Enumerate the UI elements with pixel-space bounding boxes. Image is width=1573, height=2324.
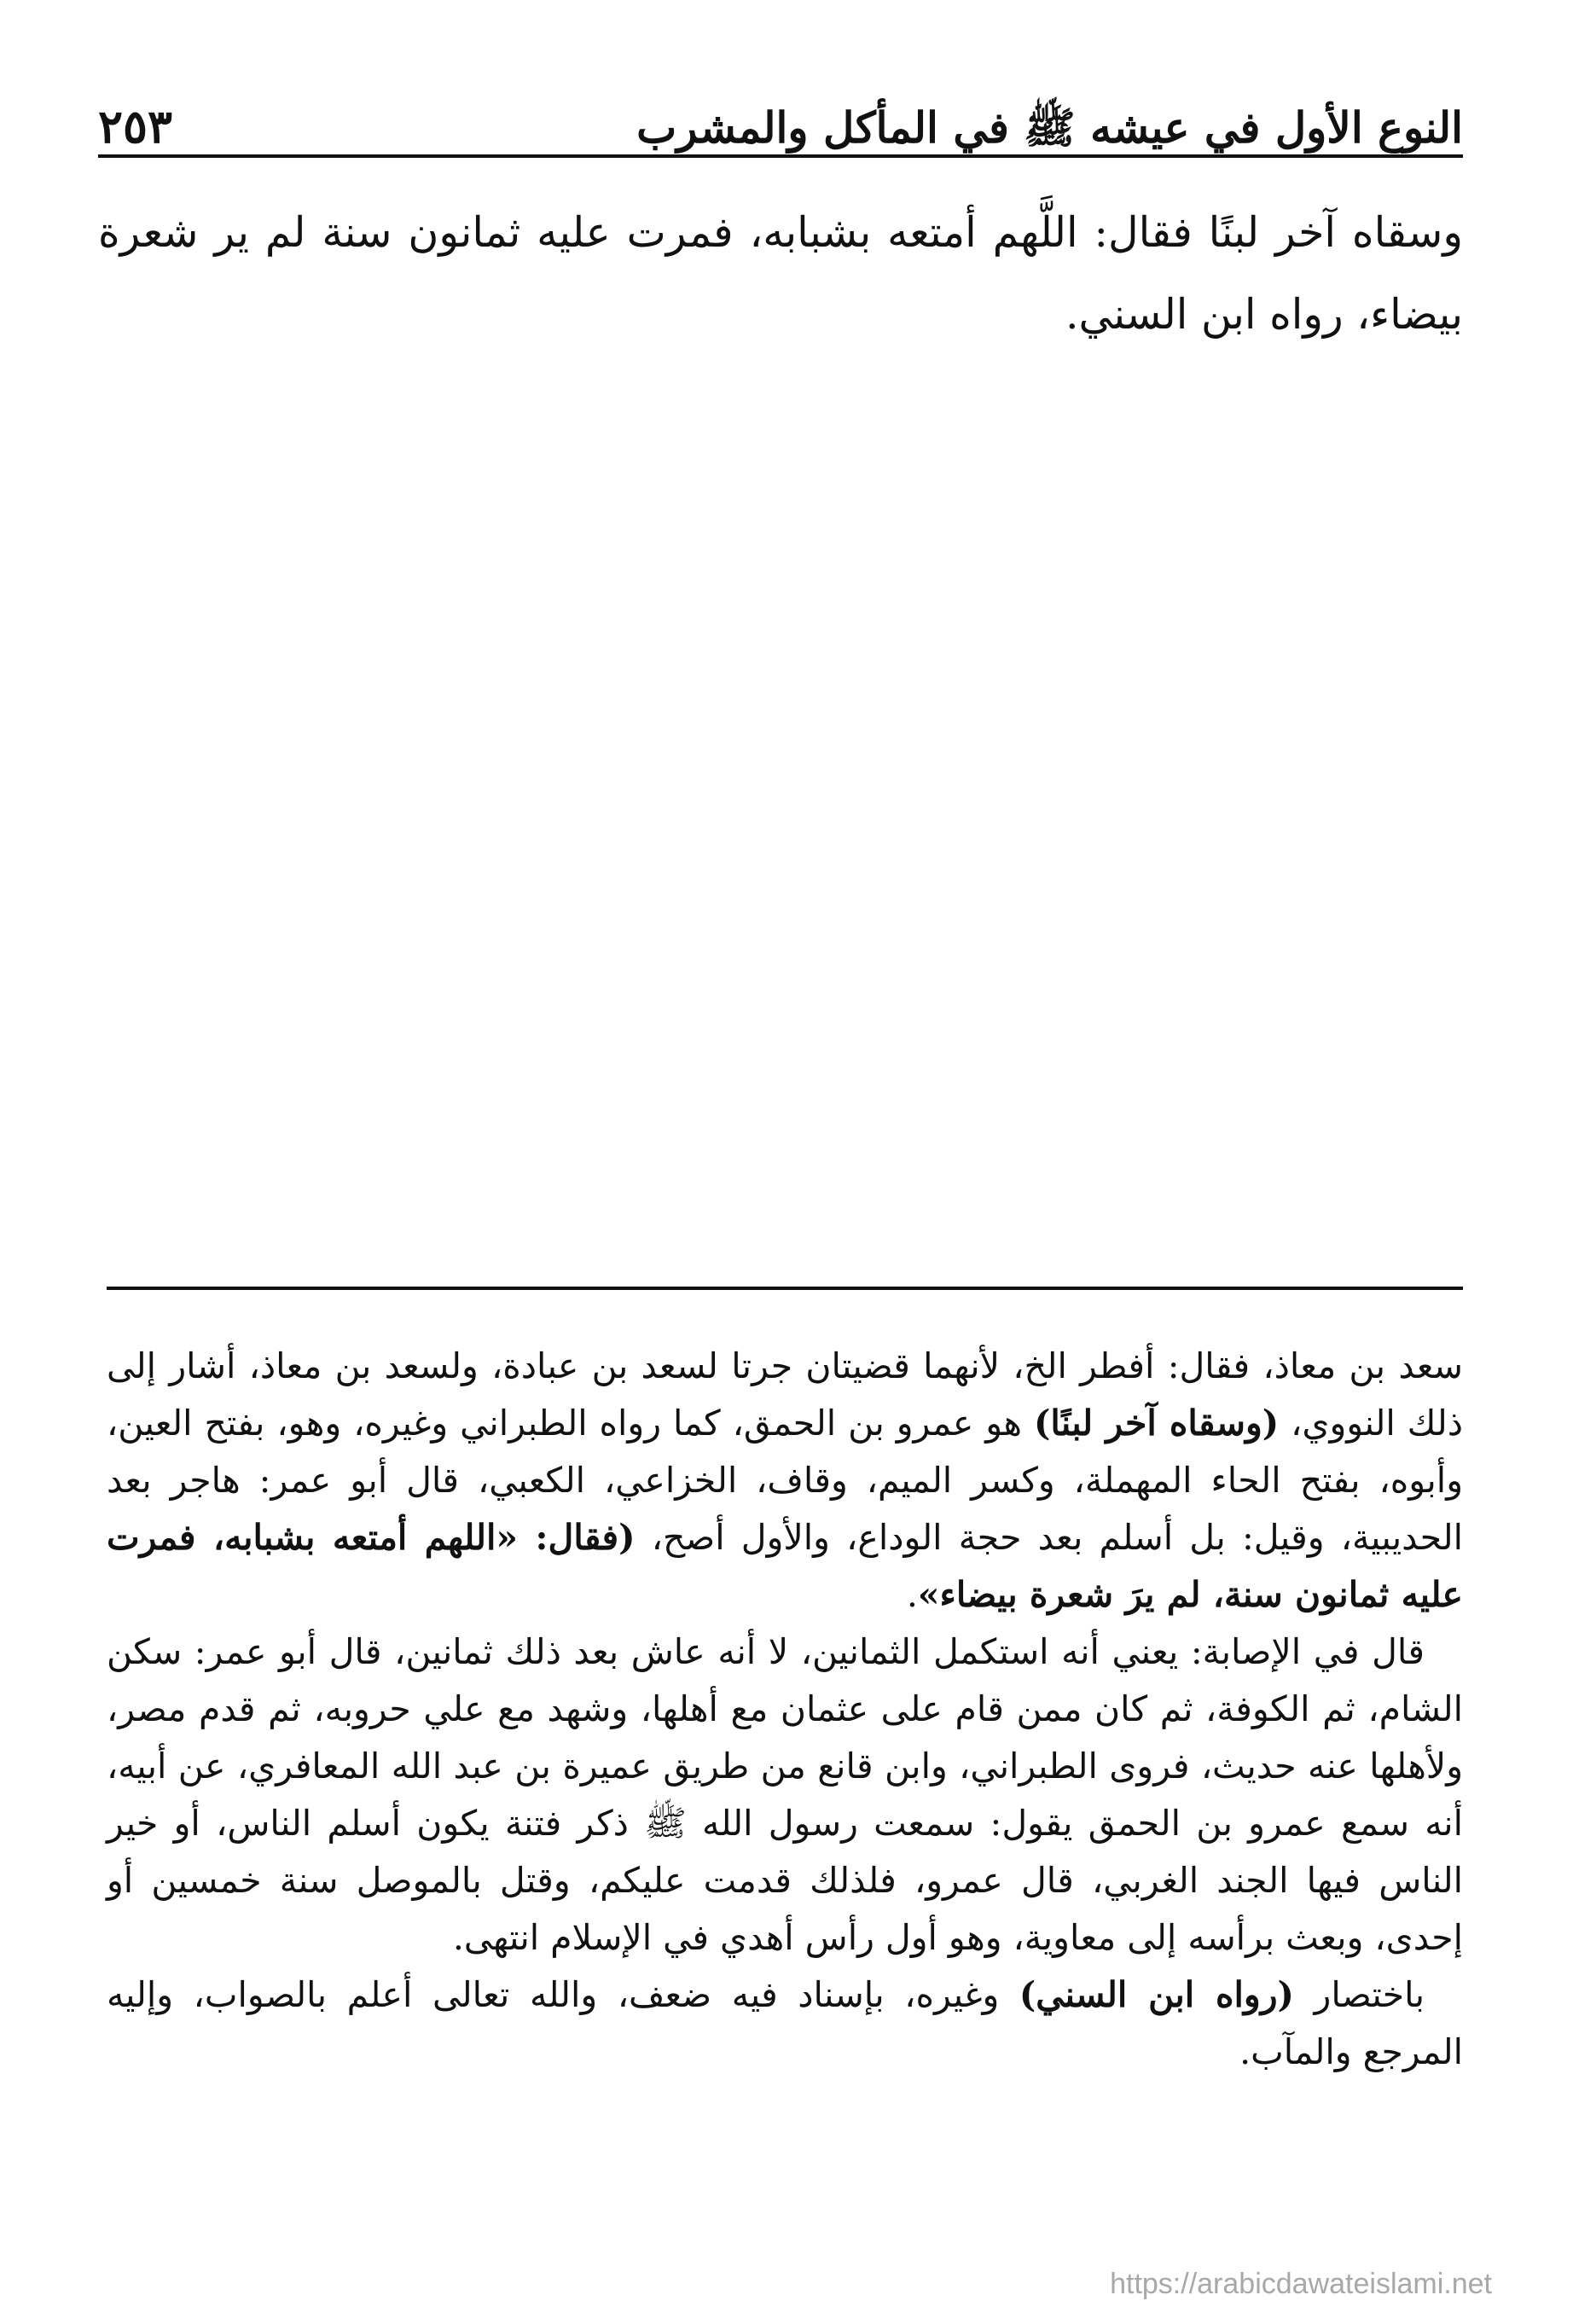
footnote-text: وغيره، بإسناد فيه ضعف، والله تعالى أعلم بالصواب، وإليه المرجع والمآب.	[107, 1974, 1463, 2072]
footnote-bold-quote: (فقال: «اللهم أمتعه بشبابه، فمرت عليه ثمانون سنة، لم يرَ شعرة بيضاء»	[107, 1517, 1463, 1615]
footnote-paragraph	[107, 1967, 1463, 2081]
footnote-paragraph	[107, 1338, 1463, 1624]
watermark-url: https://arabicdawateislami.net	[1110, 2268, 1492, 2300]
footnote-text: .	[906, 1574, 918, 1615]
footnote-text: هو عمرو بن الحمق، كما رواه الطبراني وغيره، وهو، بفتح العين، وأبوه، بفتح الحاء المهملة، وكسر الميم، وقاف، الخزاعي، الكعبي، قال أبو عمر: هاجر بعد الحديبية، وقيل: بل أسلم بعد حجة الوداع، والأول أصح،	[107, 1403, 1463, 1558]
footnote-text: سعد بن معاذ، فقال: أفطر الخ، لأنهما قضيتان جرتا لسعد بن عبادة، ولسعد بن معاذ، أشار إلى ذلك النووي،	[107, 1345, 1463, 1444]
footnote-divider	[107, 1287, 1463, 1290]
page-header	[98, 81, 1463, 158]
footnote-bold-quote: (رواه ابن السني)	[1019, 1974, 1294, 2015]
footnotes	[107, 1338, 1463, 2081]
footnote-text: باختصار	[1293, 1974, 1425, 2015]
page-number: ٢٥٣	[98, 99, 173, 154]
footnote-paragraph: قال في الإصابة: يعني أنه استكمل الثمانين، لا أنه عاش بعد ذلك ثمانين، قال أبو عمر: سكن الشام، ثم الكوفة، ثم كان ممن قام على عثمان مع أهلها، وشهد مع علي حروبه، ثم قدم مصر، ولأهلها عنه حديث، فروى الطبراني، وابن قانع من طريق عميرة بن عبد الله المعافري، عن أبيه، أنه سمع عمرو بن الحمق يقول: سمعت رسول الله ﷺ ذكر فتنة يكون أسلم الناس، أو خير الناس فيها الجند الغربي، قال عمرو، فلذلك قدمت عليكم، وقتل بالموصل سنة خمسين أو إحدى، وبعث برأسه إلى معاوية، وهو أول رأس أهدي في الإسلام انتهى.	[107, 1631, 1463, 1958]
footnote-bold-quote: (وسقاه آخر لبنًا)	[1034, 1403, 1280, 1444]
main-text: وسقاه آخر لبنًا فقال: اللَّهم أمتعه بشبابه، فمرت عليه ثمانون سنة لم ير شعرة بيضاء، رواه ابن السني.	[98, 208, 1464, 339]
running-title: النوع الأول في عيشه ﷺ في المأكل والمشرب	[636, 102, 1463, 153]
